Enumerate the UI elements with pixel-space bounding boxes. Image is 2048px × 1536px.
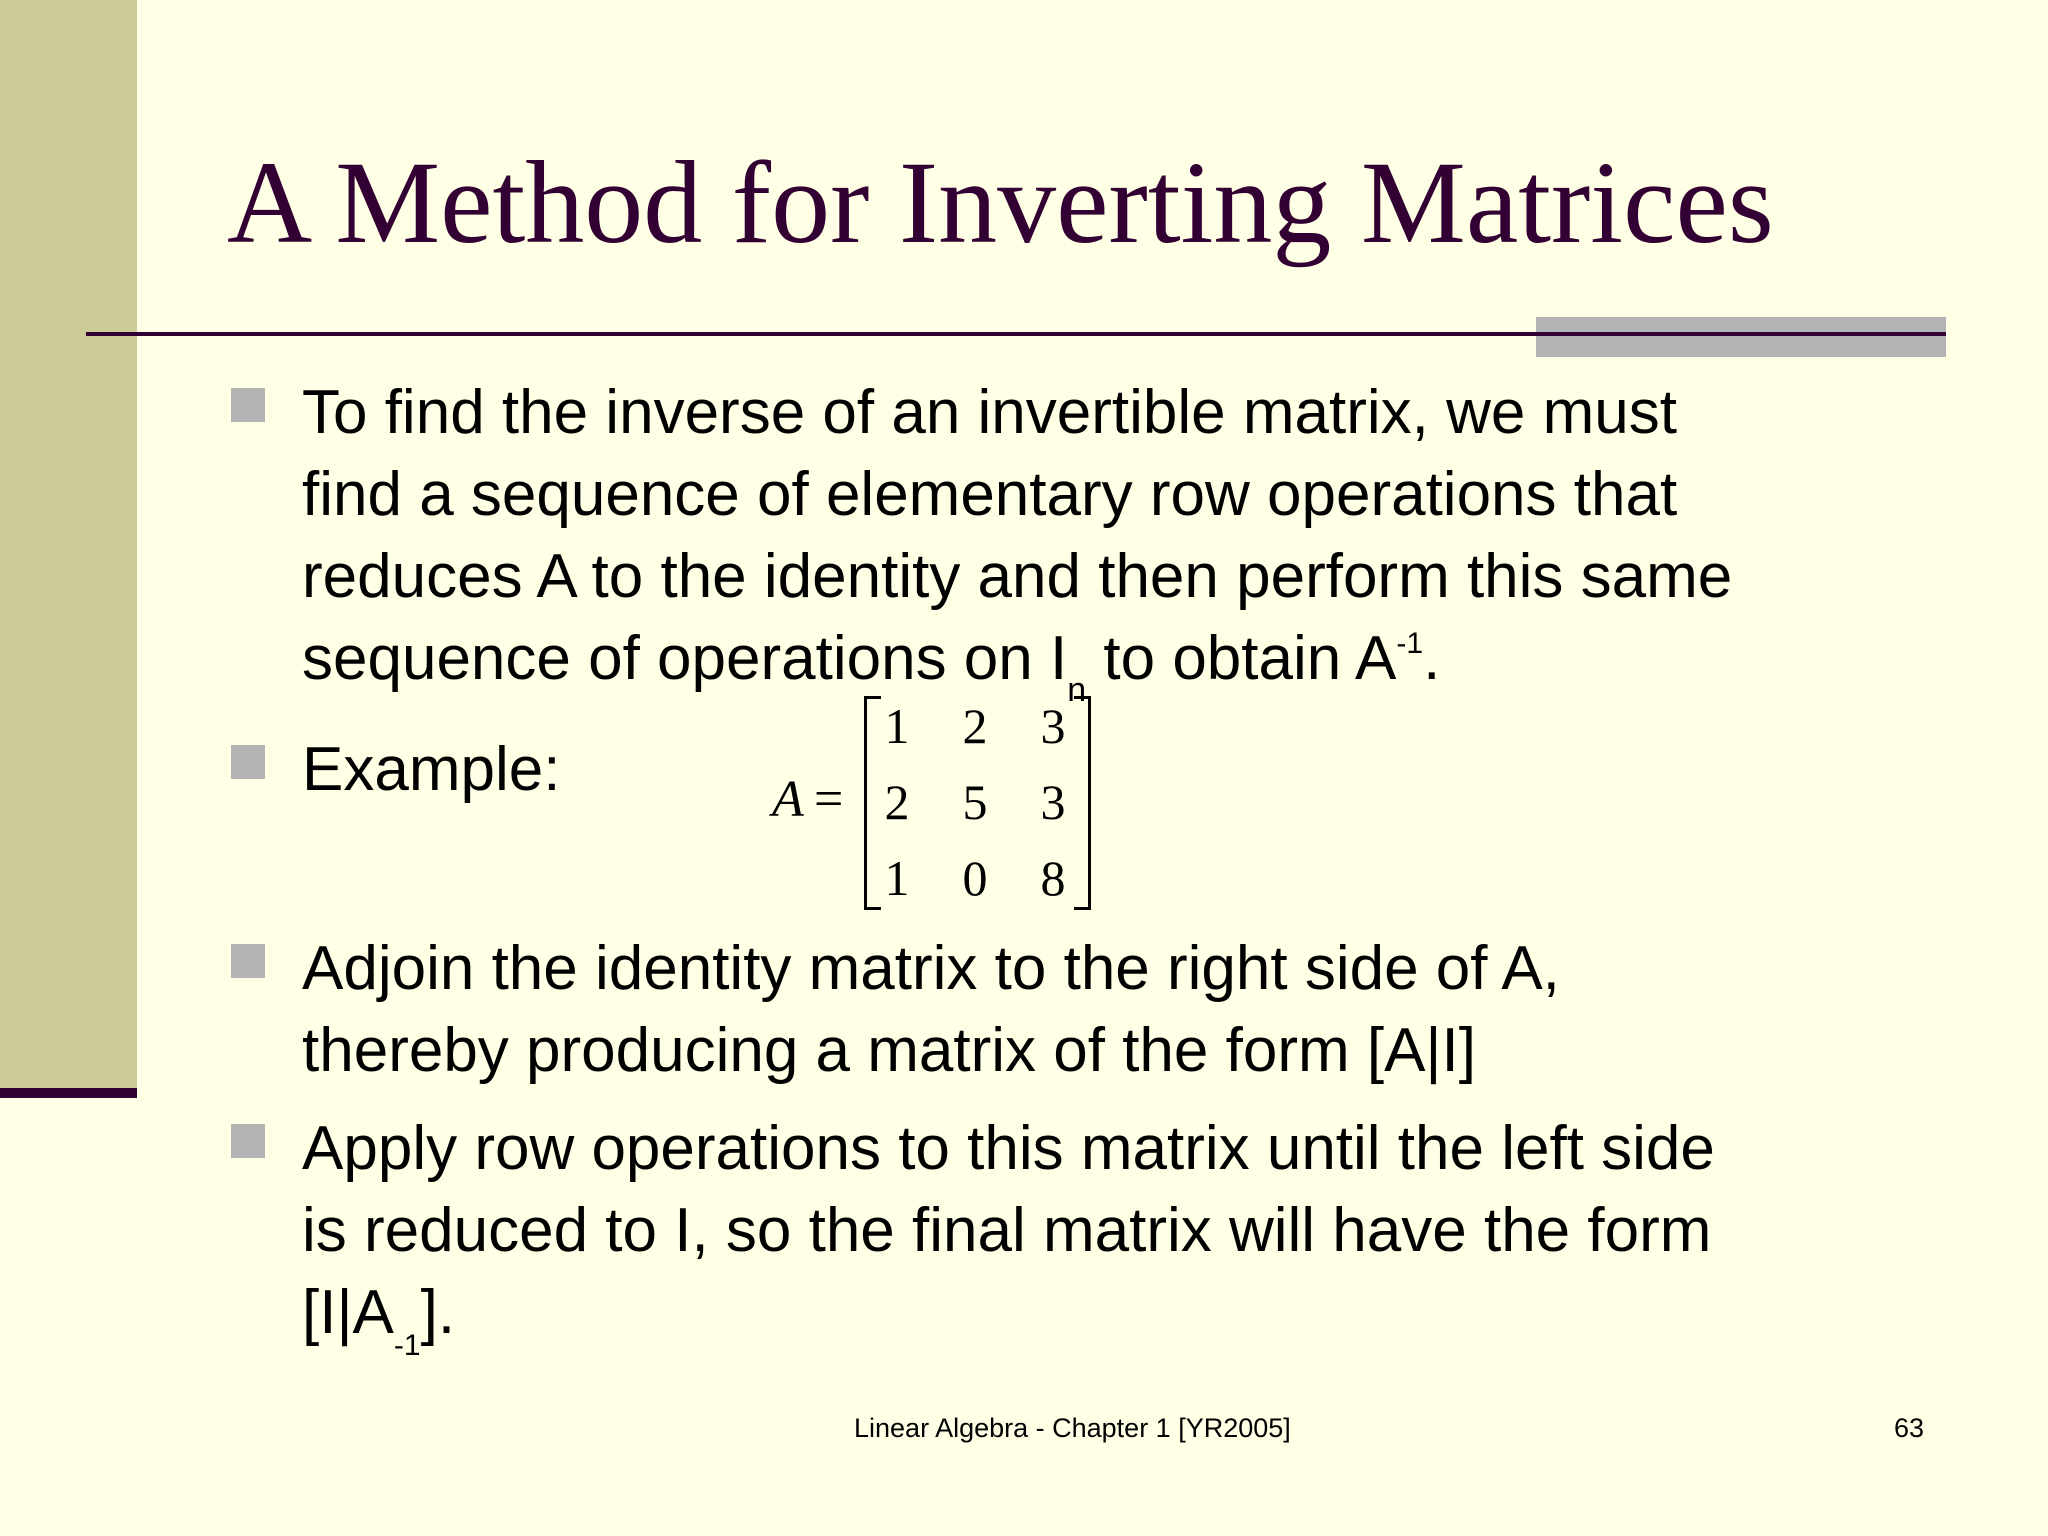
text-line: thereby producing a matrix of the form [A|I] [302,1016,1476,1085]
bullet-icon [231,388,265,422]
slide-title: A Method for Inverting Matrices [227,137,1774,268]
text-line: To find the inverse of an invertible matrix, we must [302,378,1677,447]
bullet-text [302,372,2002,711]
matrix-cell: 1 [884,850,910,906]
matrix-cell: 8 [1040,850,1066,906]
bullet-text [302,1108,2002,1365]
side-decoration-bar [0,0,137,1088]
bullet-icon [231,745,265,779]
text-segment: to obtain A [1086,624,1397,693]
bullet-icon [231,944,265,978]
subscript: -1 [393,1329,421,1362]
bullet-text: Example: [302,735,561,804]
title-accent-bar [1536,317,1946,357]
bullet-text [302,928,2002,1092]
text-segment: ]. [420,1278,456,1347]
matrix-label: A [772,771,804,828]
matrix-cell: 3 [1040,698,1066,754]
matrix-cell: 2 [962,698,988,754]
text-line: is reduced to I, so the final matrix will have the form [302,1196,1712,1265]
text-line [302,618,2002,711]
text-line: find a sequence of elementary row operations that [302,460,1678,529]
text-line: Adjoin the identity matrix to the right side of A, [302,934,1560,1003]
matrix-cell: 1 [884,698,910,754]
text-segment: [I|A [302,1278,394,1347]
matrix-cell: 0 [962,850,988,906]
title-accent-line [1536,332,1946,336]
bullet-icon [231,1124,265,1158]
text-line: Apply row operations to this matrix until the left side [302,1114,1715,1183]
equals-sign: = [814,771,844,828]
side-decoration-line [0,1088,137,1098]
matrix-cell: 2 [884,774,910,830]
matrix-cell: 5 [962,774,988,830]
footer-text: Linear Algebra - Chapter 1 [YR2005] [854,1413,1291,1443]
text-line: reduces A to the identity and then perform this same [302,542,1733,611]
text-segment: . [1423,624,1441,693]
matrix-cell: 3 [1040,774,1066,830]
text-segment: sequence of operations on I [302,624,1068,693]
text-line [302,1272,2002,1365]
superscript: -1 [1396,627,1424,660]
subscript: n [1067,671,1087,709]
matrix-equation [772,696,1102,910]
page-number: 63 [1894,1413,1925,1443]
